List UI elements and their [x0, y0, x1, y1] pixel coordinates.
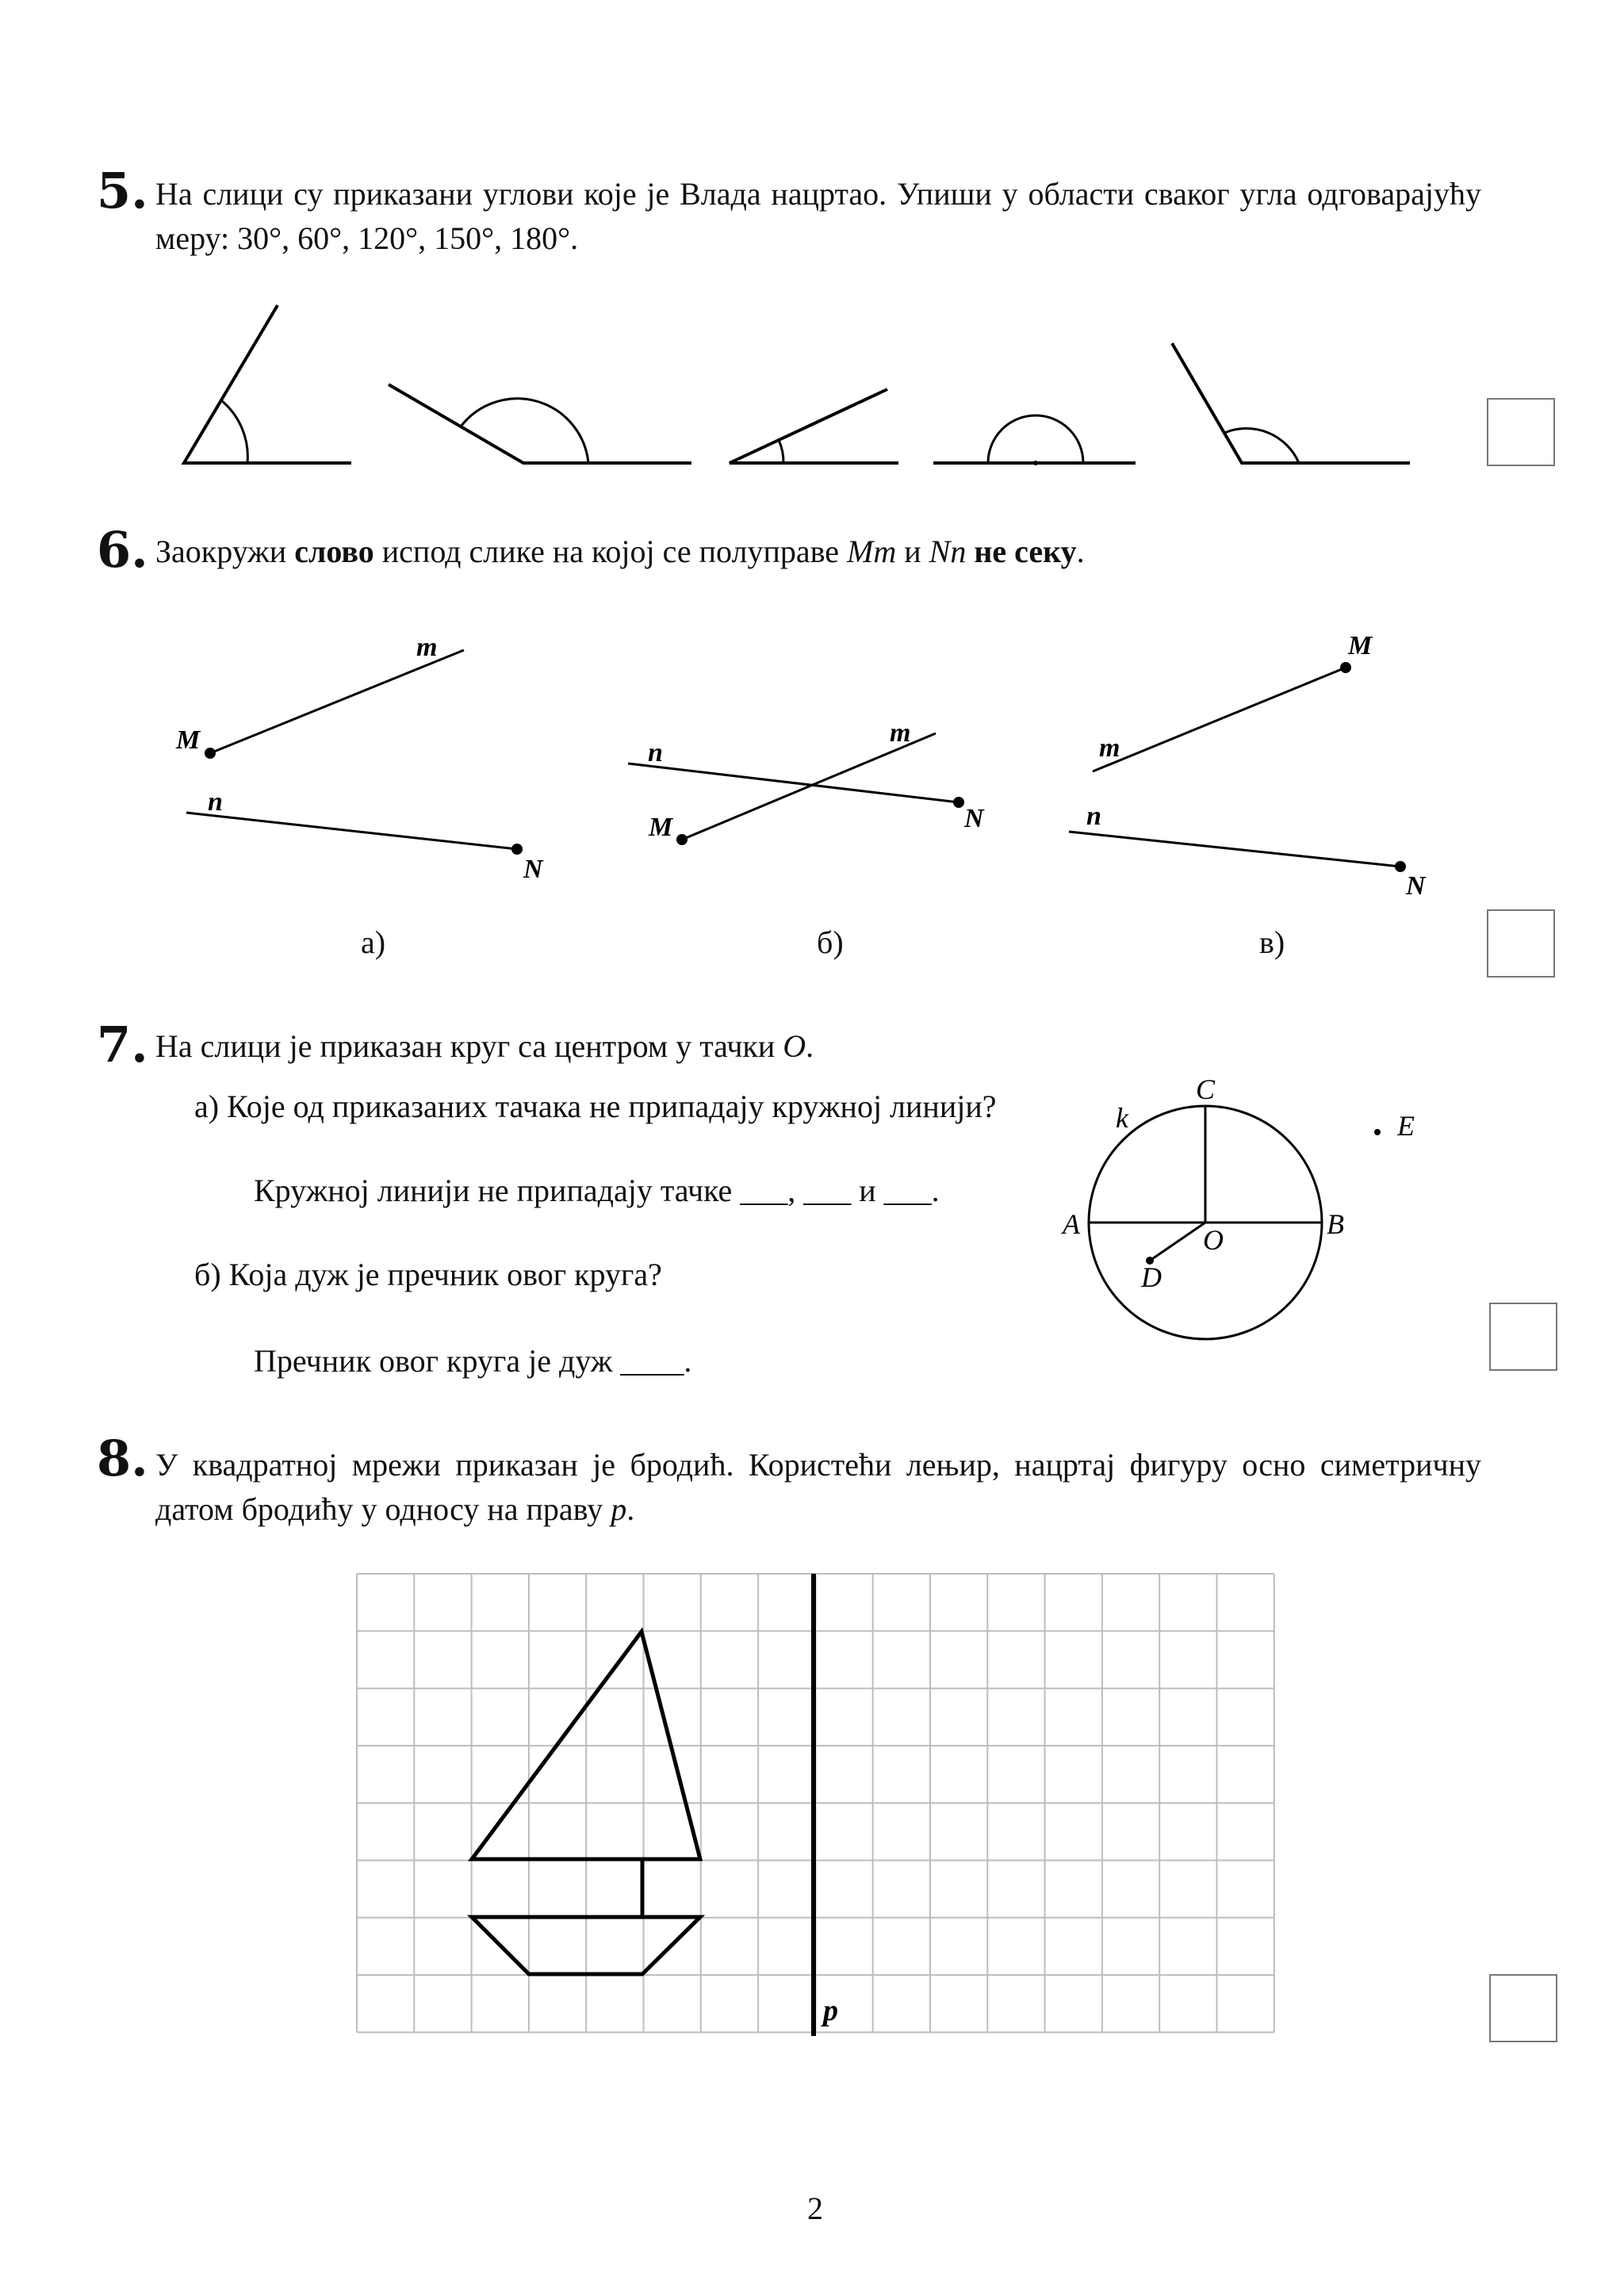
question-7b-text: б) Која дуж је пречник овог круга?: [194, 1257, 662, 1292]
svg-text:m: m: [890, 718, 911, 748]
question-6-number: 6.: [97, 521, 148, 579]
answer-box-q8[interactable]: [1489, 1974, 1557, 2042]
question-8-number: 8.: [97, 1429, 148, 1487]
svg-text:M: M: [176, 725, 201, 755]
option-b-label[interactable]: б): [817, 924, 844, 960]
svg-text:A: A: [1063, 1208, 1080, 1240]
question-7a-text: а) Које од приказаних тачака не припадају кружној линији?: [194, 1089, 997, 1124]
svg-text:N: N: [523, 855, 543, 884]
svg-text:E: E: [1397, 1110, 1415, 1142]
question-8-text: У квадратној мрежи приказан је бродић. Користећи лењир, нацртај фигуру осно симетричну датом бродићу у односу на праву p.: [155, 1447, 1481, 1527]
question-5-number: 5.: [97, 162, 148, 220]
svg-text:C: C: [1196, 1073, 1216, 1105]
svg-text:D: D: [1141, 1261, 1162, 1293]
svg-text:M: M: [1348, 631, 1373, 660]
svg-text:N: N: [964, 804, 984, 833]
page-number: 2: [807, 2191, 823, 2226]
svg-text:M: M: [649, 813, 673, 842]
svg-text:B: B: [1327, 1208, 1344, 1240]
question-7-number: 7.: [97, 1016, 148, 1073]
svg-text:p: p: [823, 1994, 838, 2027]
question-7a-answer-line[interactable]: Кружној линији не припадају тачке ___, ___ и ___.: [254, 1173, 940, 1208]
svg-text:m: m: [416, 633, 438, 662]
question-7b-answer-line[interactable]: Пречник овог круга је дуж ____.: [254, 1343, 692, 1379]
svg-text:N: N: [1406, 871, 1426, 901]
svg-text:O: O: [1203, 1224, 1224, 1256]
svg-text:n: n: [208, 787, 223, 817]
svg-text:n: n: [1086, 802, 1101, 831]
svg-text:n: n: [648, 738, 663, 767]
option-a-label[interactable]: а): [361, 924, 386, 960]
svg-text:k: k: [1116, 1102, 1128, 1134]
question-7-text: На слици је приказан круг са центром у тачки O.: [155, 1028, 814, 1064]
question-6-text: Заокружи слово испод слике на којој се полуправе Mm и Nn не секу.: [155, 534, 1085, 569]
svg-text:m: m: [1099, 733, 1120, 763]
question-5-text: На слици су приказани углови које је Влада нацртао. Упиши у области сваког угла одговарајућу меру: 30°, 60°, 120°, 150°, 180°.: [155, 176, 1481, 256]
option-v-label[interactable]: в): [1259, 924, 1285, 960]
